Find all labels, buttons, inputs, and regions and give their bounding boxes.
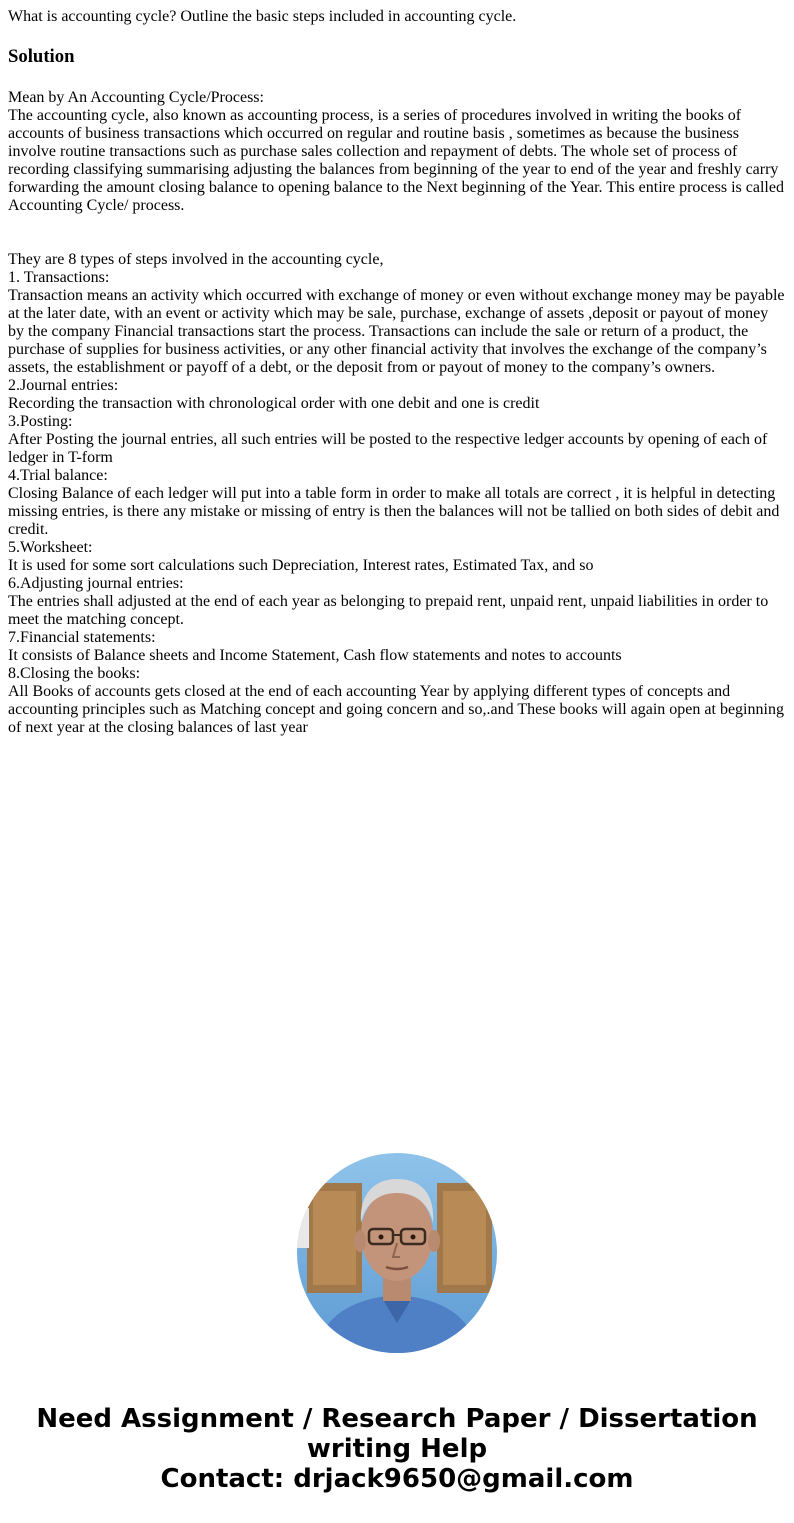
footer-help-text: Need Assignment / Research Paper / Dissertation writing Help bbox=[36, 1404, 758, 1464]
step-text: It is used for some sort calculations such Depreciation, Interest rates, Estimated Tax, and so bbox=[8, 557, 594, 574]
steps-list bbox=[8, 269, 786, 737]
spacer bbox=[8, 215, 786, 251]
step-text: All Books of accounts gets closed at the end of each accounting Year by applying different types of concepts and accounting principles such as Matching concept and going concern and so,.and These books will again open at beginning of next year at the closing balances of last year bbox=[8, 683, 784, 736]
step-text: The entries shall adjusted at the end of each year as belonging to prepaid rent, unpaid rent, unpaid liabilities in order to meet the matching concept. bbox=[8, 593, 769, 628]
solution-heading: Solution bbox=[8, 46, 75, 67]
steps-intro: They are 8 types of steps involved in the accounting cycle, bbox=[8, 251, 384, 268]
step-title: 7.Financial statements: bbox=[8, 629, 156, 646]
step-title: 3.Posting: bbox=[8, 413, 73, 430]
step-title: 8.Closing the books: bbox=[8, 665, 141, 682]
step-text: It consists of Balance sheets and Income Statement, Cash flow statements and notes to accounts bbox=[8, 647, 622, 664]
step-text: Transaction means an activity which occurred with exchange of money or even without exchange money may be payable at the later date, with an event or activity which may be sale, purchase, exchange of assets ,deposit or payout of money by the company Financial transactions start the process. Transactions can include the sale or return of a product, the purchase of supplies for business activities, or any other financial activity that involves the exchange of the company’s assets, the establishment or payoff of a debt, or the deposit from or payout of money to the company’s owners. bbox=[8, 287, 785, 376]
step-title: 1. Transactions: bbox=[8, 269, 110, 286]
step-title: 2.Journal entries: bbox=[8, 377, 119, 394]
step-title: 6.Adjusting journal entries: bbox=[8, 575, 184, 592]
step-text: Recording the transaction with chronological order with one debit and one is credit bbox=[8, 395, 540, 412]
footer-banner bbox=[0, 1404, 794, 1494]
step-text: Closing Balance of each ledger will put into a table form in order to make all totals are correct , it is helpful in detecting missing entries, is there any mistake or missing of entry is then the balances will not be tallied on both sides of debit and credit. bbox=[8, 485, 780, 538]
step-title: 5.Worksheet: bbox=[8, 539, 93, 556]
author-avatar bbox=[297, 1153, 497, 1353]
intro-text: The accounting cycle, also known as accounting process, is a series of procedures involved in writing the books of accounts of business transactions which occurred on regular and routine basis , sometimes as because the business involve routine transactions such as purchase sales collection and repayment of debts. The whole set of process of recording classifying summarising adjusting the balances from beginning of the year to end of the year and freshly carry forwarding the amount closing balance to opening balance to the Next beginning of the Year. This entire process is called Accounting Cycle/ process. bbox=[8, 107, 784, 214]
document-body bbox=[8, 8, 786, 737]
footer-contact-text: Contact: drjack9650@gmail.com bbox=[160, 1464, 634, 1494]
avatar-portrait-icon bbox=[297, 1153, 497, 1353]
question-text: What is accounting cycle? Outline the basic steps included in accounting cycle. bbox=[8, 8, 517, 25]
step-text: After Posting the journal entries, all such entries will be posted to the respective ledger accounts by opening of each of ledger in T-form bbox=[8, 431, 768, 466]
intro-heading: Mean by An Accounting Cycle/Process: bbox=[8, 89, 264, 106]
step-title: 4.Trial balance: bbox=[8, 467, 108, 484]
